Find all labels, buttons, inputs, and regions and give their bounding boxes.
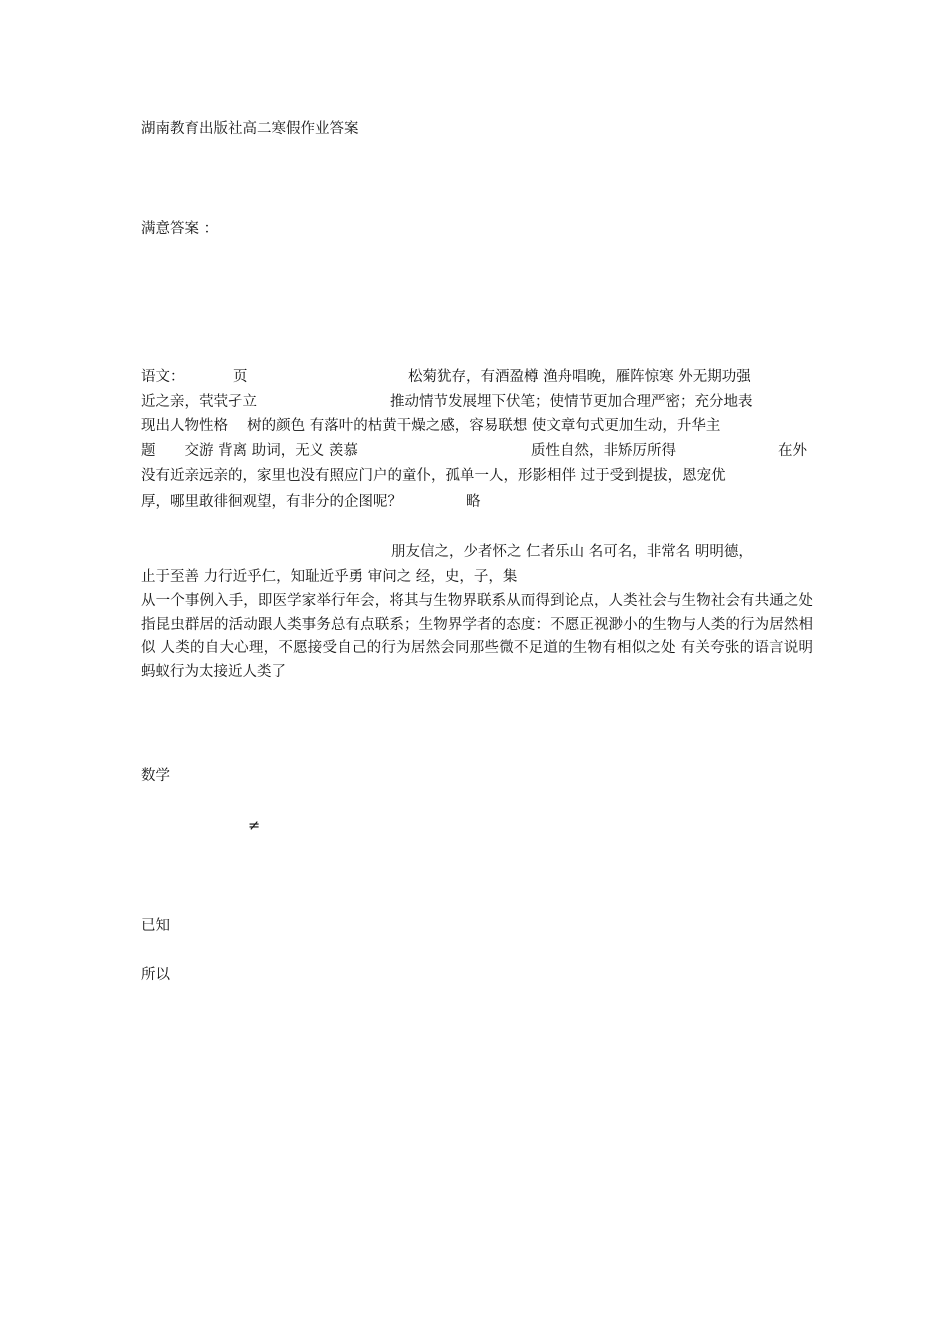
- chinese-row2-b: 推动情节发展埋下伏笔；使情节更加合理严密；充分地表: [390, 394, 753, 410]
- chinese-row2-a: 近之亲，茕茕孑立: [141, 394, 257, 410]
- page-word: 页: [233, 369, 248, 385]
- block2-row2: 止于至善 力行近乎仁，知耻近乎勇 审问之 经，史，子，集: [141, 569, 518, 585]
- satisfied-answer-heading: 满意答案 ：: [141, 221, 219, 237]
- chinese-row6-a: 厚，哪里敢徘徊观望，有非分的企图呢？: [141, 494, 402, 510]
- chinese-row3: 现出人物性格 树的颜色 有落叶的枯黄干燥之感，容易联想 使文章句式更加生动，升华主: [141, 418, 721, 434]
- math-label: 数学: [141, 768, 170, 784]
- chinese-row4-a: 题 交游 背离 助词，无义 羡慕: [141, 443, 358, 459]
- chinese-row6-b: 略: [466, 494, 481, 510]
- not-equal-symbol: ≠: [248, 818, 261, 834]
- chinese-row1-text: 松菊犹存，有酒盈樽 渔舟唱晚，雁阵惊寒 外无期功强: [408, 369, 751, 385]
- doc-title: 湖南教育出版社高二寒假作业答案: [141, 121, 359, 137]
- known-label: 已知: [141, 918, 170, 934]
- block2-paragraph: 从一个事例入手，即医学家举行年会，将其与生物界联系从而得到论点，人类社会与生物社会有共通之处 指昆虫群居的活动跟人类事务总有点联系；生物界学者的态度：不愿正视渺小的生物与人类的行为居然相似 人类的自大心理，不愿接受自己的行为居然会同那些微不足道的生物有相似之处 有关夸张的语言说明蚂蚁行为太接近人类了: [141, 593, 813, 680]
- chinese-row4-b: 质性自然，非矫厉所得: [531, 443, 676, 459]
- therefore-label: 所以: [141, 967, 170, 983]
- block2-row1: 朋友信之，少者怀之 仁者乐山 名可名，非常名 明明德，: [391, 544, 753, 560]
- chinese-row4-c: 在外: [778, 443, 807, 459]
- chinese-label: 语文：: [141, 369, 185, 385]
- chinese-row5: 没有近亲远亲的，家里也没有照应门户的童仆，孤单一人，形影相伴 过于受到提拔，恩宠优: [141, 468, 726, 484]
